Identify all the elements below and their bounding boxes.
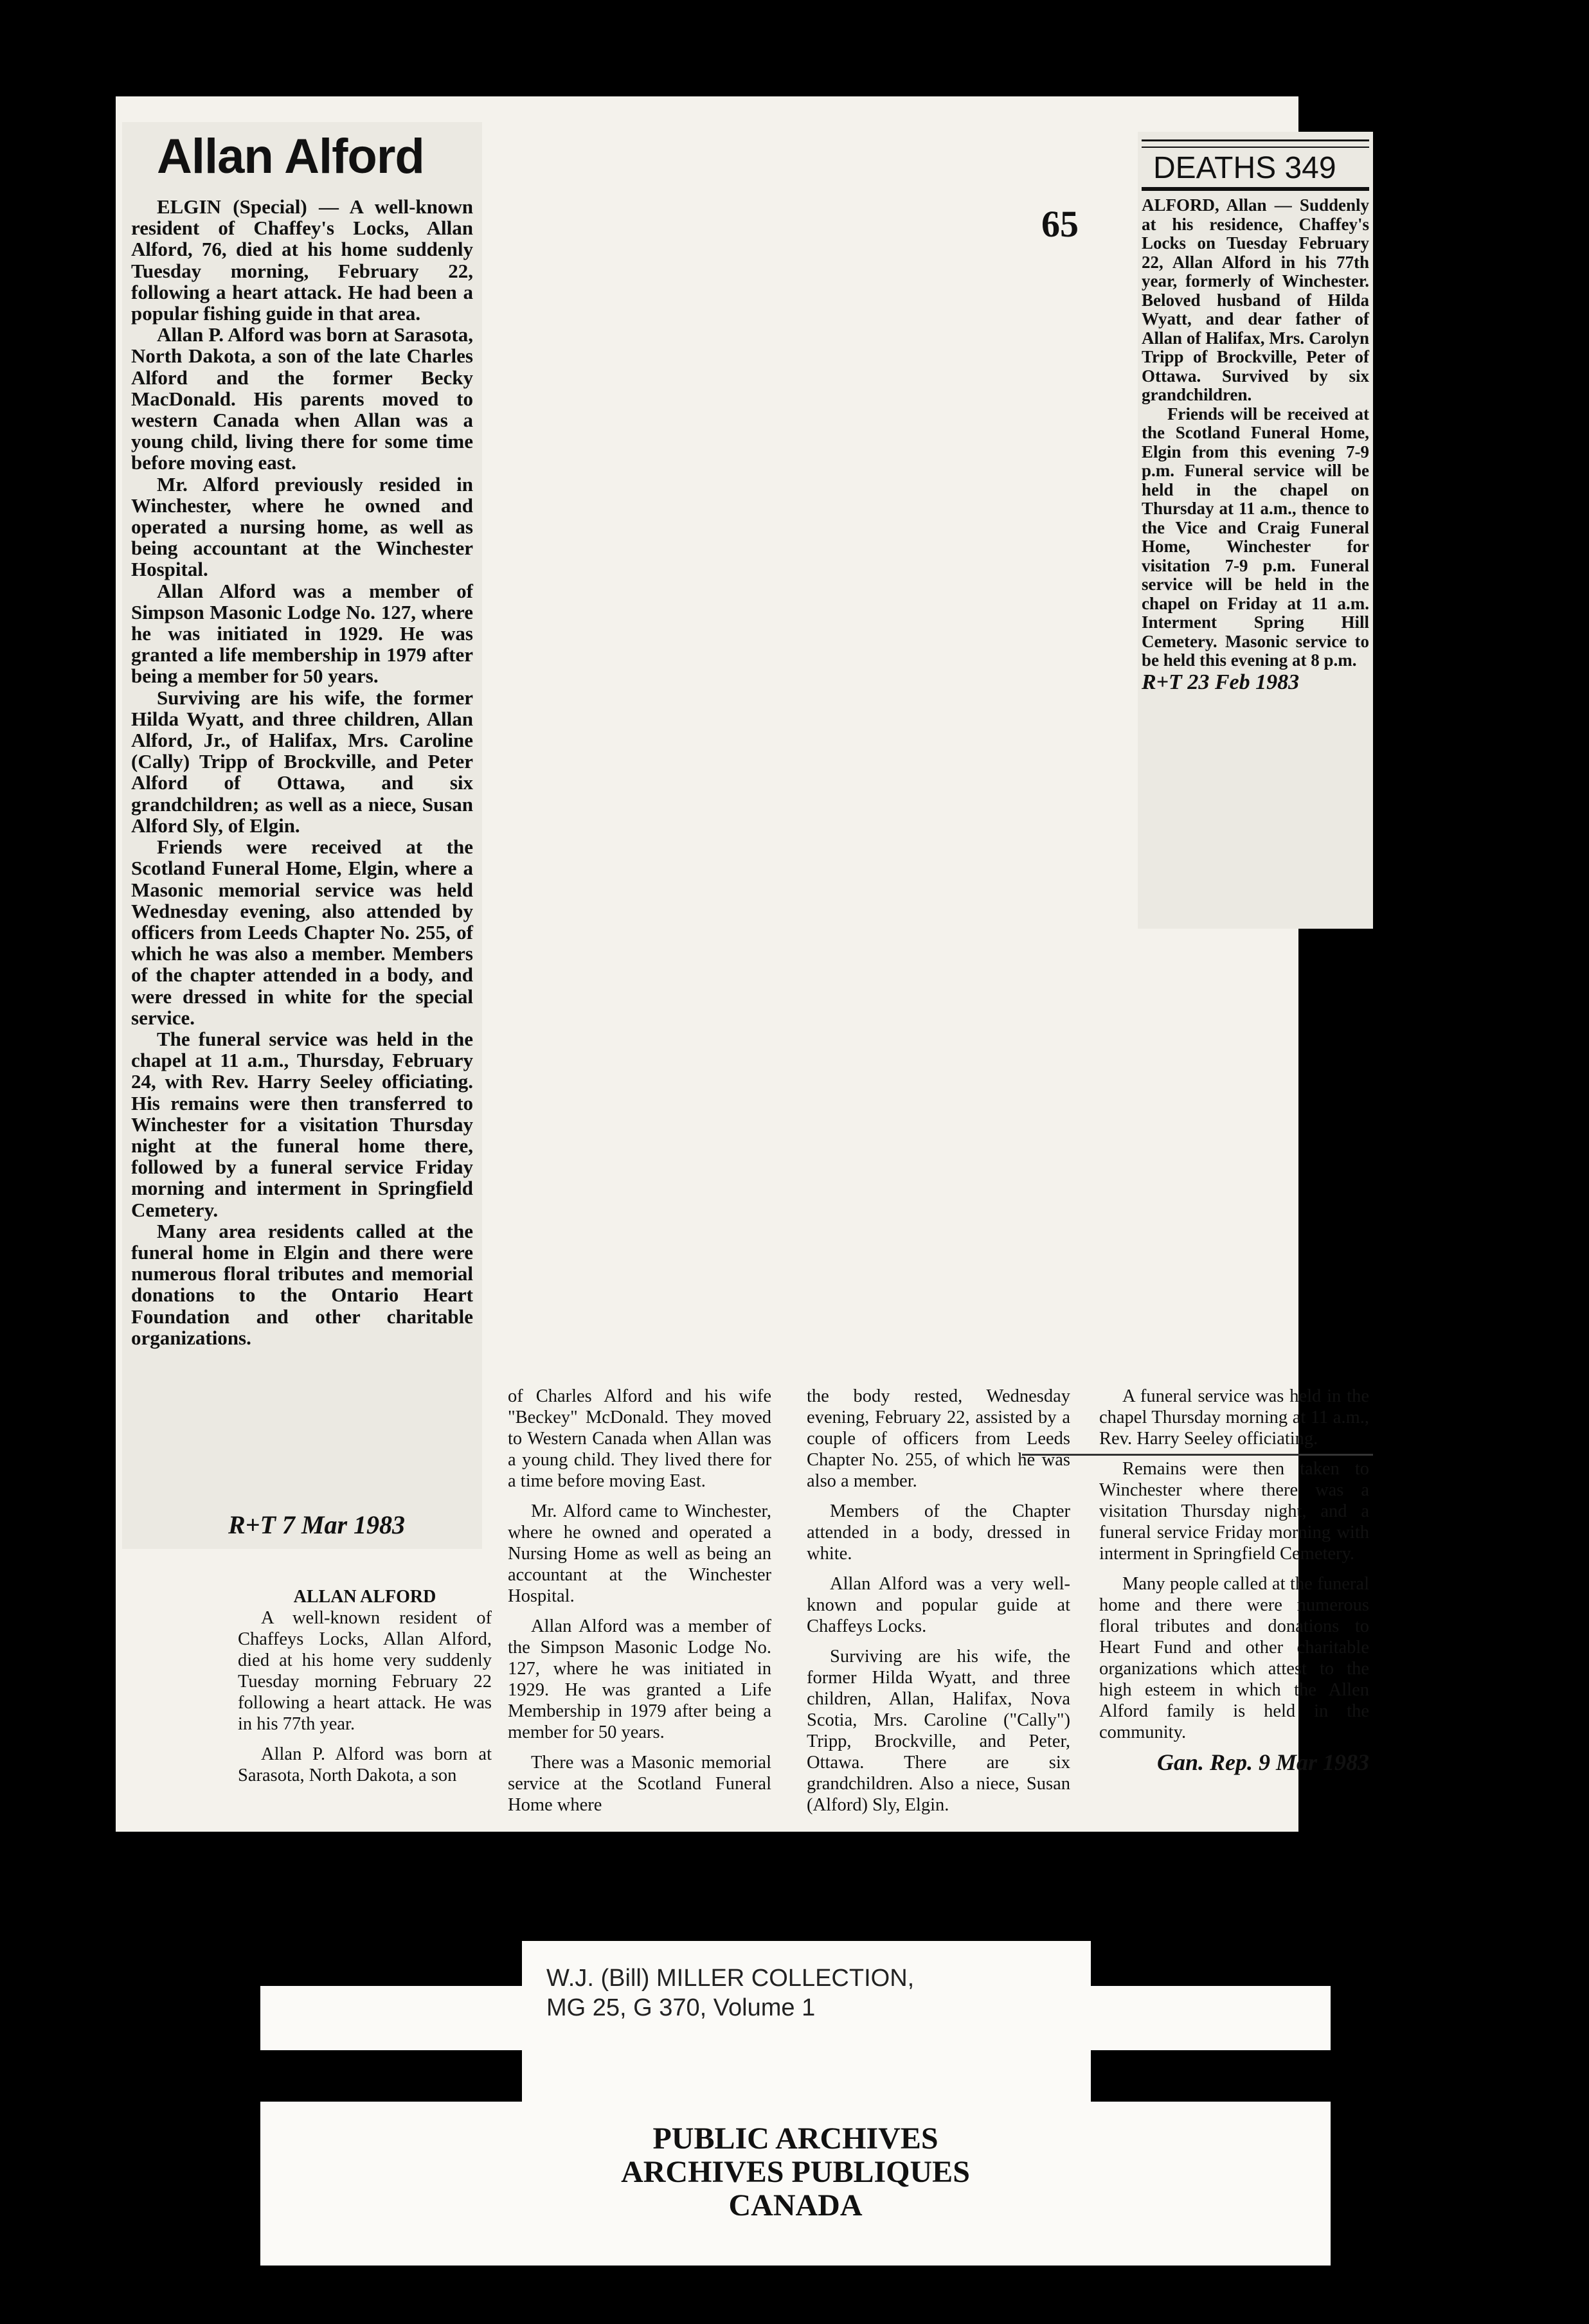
second-obituary-paragraph: Members of the Chapter attended in a body, dressed in white. bbox=[807, 1501, 1070, 1564]
second-obituary-paragraph: Allan Alford was a member of the Simpson Masonic Lodge No. 127, where he was initiated in 1929. He was granted a Life Membership in 1979 after being a member for 50 years. bbox=[508, 1616, 771, 1742]
obituary-paragraph: Allan P. Alford was born at Sarasota, North Dakota, a son of the late Charles Alford and the former Becky MacDonald. His parents moved to western Canada when Allan was a young child, living there for some time before moving east. bbox=[131, 323, 473, 474]
second-obituary-paragraph: the body rested, Wednesday evening, February 22, assisted by a couple of officers from Leeds Chapter No. 255, of which he was also a member. bbox=[807, 1386, 1070, 1491]
second-obituary-paragraph: Surviving are his wife, the former Hilda Wyatt, and three children, Allan, Halifax, Nova Scotia, Mrs. Caroline ("Cally") Tripp, Brockville, and Peter, Ottawa. There are six grandchildren. Also a niece, Susan (Alford) Sly, Elgin. bbox=[807, 1647, 1070, 1815]
header-rule bbox=[1142, 187, 1369, 191]
archives-stamp bbox=[260, 2122, 1331, 2222]
page-number: 65 bbox=[1041, 203, 1079, 245]
obituary-paragraph: ELGIN (Special) — A well-known resident of Chaffey's Locks, Allan Alford, 76, died at his home suddenly Tuesday morning, February 22, following a heart attack. He had been a popular fishing guide in that area. bbox=[131, 195, 473, 325]
second-obituary-paragraph: of Charles Alford and his wife "Beckey" McDonald. They moved to Western Canada when Allan was a young child. They lived there for a time before moving East. bbox=[508, 1386, 771, 1491]
collection-line: MG 25, G 370, Volume 1 bbox=[546, 1994, 816, 2021]
obituary-paragraph: Mr. Alford previously resided in Winchester, where he owned and operated a nursing home, as well as being accountant at the Winchester Hospital. bbox=[131, 472, 473, 581]
second-obituary-paragraph: A funeral service was held in the chapel Thursday morning at 11 a.m., Rev. Harry Seeley officiating. bbox=[1099, 1386, 1369, 1449]
obituary-paragraph: Friends were received at the Scotland Funeral Home, Elgin, where a Masonic memorial service was held Wednesday evening, also attended by officers from Leeds Chapter No. 255, of which he was also a member. Members of the chapter attended in a body, and were dressed in white for the special service. bbox=[131, 836, 473, 1029]
second-obituary-col4 bbox=[1099, 1386, 1369, 1773]
binder-hole bbox=[1421, 283, 1463, 325]
second-obituary-paragraph: A well-known resident of Chaffeys Locks, Allan Alford, died at his home very suddenly Tuesday morning February 22 following a heart attack. He was in his 77th year. bbox=[238, 1608, 492, 1734]
second-obituary-paragraph: Remains were then taken to Winchester where there was a visitation Thursday night, and a funeral service Friday morning with interment in Springfield Cemetery. bbox=[1099, 1459, 1369, 1564]
handwritten-annotation: Gan. Rep. 9 Mar 1983 bbox=[1156, 1749, 1369, 1775]
second-obituary-headline: ALLAN ALFORD bbox=[293, 1587, 436, 1607]
header-rule bbox=[1142, 139, 1369, 141]
deaths-notice-clipping bbox=[1138, 132, 1373, 929]
second-obituary-paragraph: Allan P. Alford was born at Sarasota, North Dakota, a son bbox=[238, 1744, 492, 1785]
main-obituary-clipping bbox=[122, 122, 482, 1549]
handwritten-annotation: R+T 7 Mar 1983 bbox=[228, 1510, 406, 1539]
obituary-headline: Allan Alford bbox=[157, 129, 424, 184]
second-obituary-paragraph: There was a Masonic memorial service at the Scotland Funeral Home where bbox=[508, 1753, 771, 1815]
obituary-paragraph: Many area residents called at the funeral home in Elgin and there were numerous floral tributes and memorial donations to the Ontario Heart Foundation and other charitable organizations. bbox=[131, 1219, 473, 1349]
second-obituary-col1 bbox=[238, 1586, 492, 1795]
collection-reference bbox=[546, 1963, 914, 2023]
archives-country: CANADA bbox=[728, 2188, 863, 2222]
second-obituary-paragraph: Mr. Alford came to Winchester, where he owned and operated a Nursing Home as well as being an accountant at the Winchester Hospital. bbox=[508, 1501, 771, 1606]
archives-name-en: PUBLIC ARCHIVES bbox=[652, 2122, 938, 2156]
collection-line: W.J. (Bill) MILLER COLLECTION, bbox=[546, 1965, 915, 1992]
second-obituary-col3 bbox=[807, 1386, 1070, 1825]
obituary-body bbox=[131, 196, 473, 1348]
binder-hole bbox=[1421, 954, 1463, 997]
archives-name-fr: ARCHIVES PUBLIQUES bbox=[621, 2155, 970, 2189]
scrapbook-page bbox=[116, 96, 1369, 1832]
deaths-body bbox=[1142, 196, 1369, 670]
second-obituary-paragraph: Many people called at the funeral home and there were numerous floral tributes and donations to Heart Fund and other charitable organizations which attest to the high esteem in which the Allen Alford family is held in the community. bbox=[1099, 1574, 1369, 1742]
deaths-paragraph: Friends will be received at the Scotland Funeral Home, Elgin from this evening 7-9 p.m. Funeral service will be held in the chapel on Thursday at 11 a.m., thence to the Vice and Craig Funeral Home, Winchester for visitation 7-9 p.m. Funeral service will be held in the chapel on Friday at 11 a.m. Interment Spring Hill Cemetery. Masonic service to be held this evening at 8 p.m. bbox=[1142, 404, 1369, 670]
second-obituary-col2 bbox=[508, 1386, 771, 1825]
handwritten-annotation: R+T 23 Feb 1983 bbox=[1142, 670, 1300, 694]
obituary-paragraph: The funeral service was held in the chapel at 11 a.m., Thursday, February 24, with Rev. Harry Seeley officiating. His remains were then transferred to Winchester for a visitation Thursday night at the funeral home there, followed by a funeral service Friday morning and interment in Springfield Cemetery. bbox=[131, 1027, 473, 1221]
second-obituary-paragraph: Allan Alford was a very well-known and popular guide at Chaffeys Locks. bbox=[807, 1574, 1070, 1636]
deaths-header: DEATHS 349 bbox=[1153, 151, 1336, 185]
binder-hole bbox=[1421, 1636, 1463, 1678]
deaths-paragraph: ALFORD, Allan — Suddenly at his residence, Chaffey's Locks on Tuesday February 22, Allan Alford in his 77th year, formerly of Winchester. Beloved husband of Hilda Wyatt, and dear father of Allan of Halifax, Mrs. Carolyn Tripp of Brockville, Peter of Ottawa. Survived by six grandchildren. bbox=[1142, 195, 1369, 404]
obituary-paragraph: Surviving are his wife, the former Hilda Wyatt, and three children, Allan Alford, Jr., of Halifax, Mrs. Caroline (Cally) Tripp of Brockville, and Peter Alford of Ottawa, and six grandchildren; as well as a niece, Susan Alford Sly, of Elgin. bbox=[131, 686, 473, 837]
obituary-paragraph: Allan Alford was a member of Simpson Masonic Lodge No. 127, where he was initiated in 1929. He was granted a life membership in 1979 after being a member for 50 years. bbox=[131, 579, 473, 688]
